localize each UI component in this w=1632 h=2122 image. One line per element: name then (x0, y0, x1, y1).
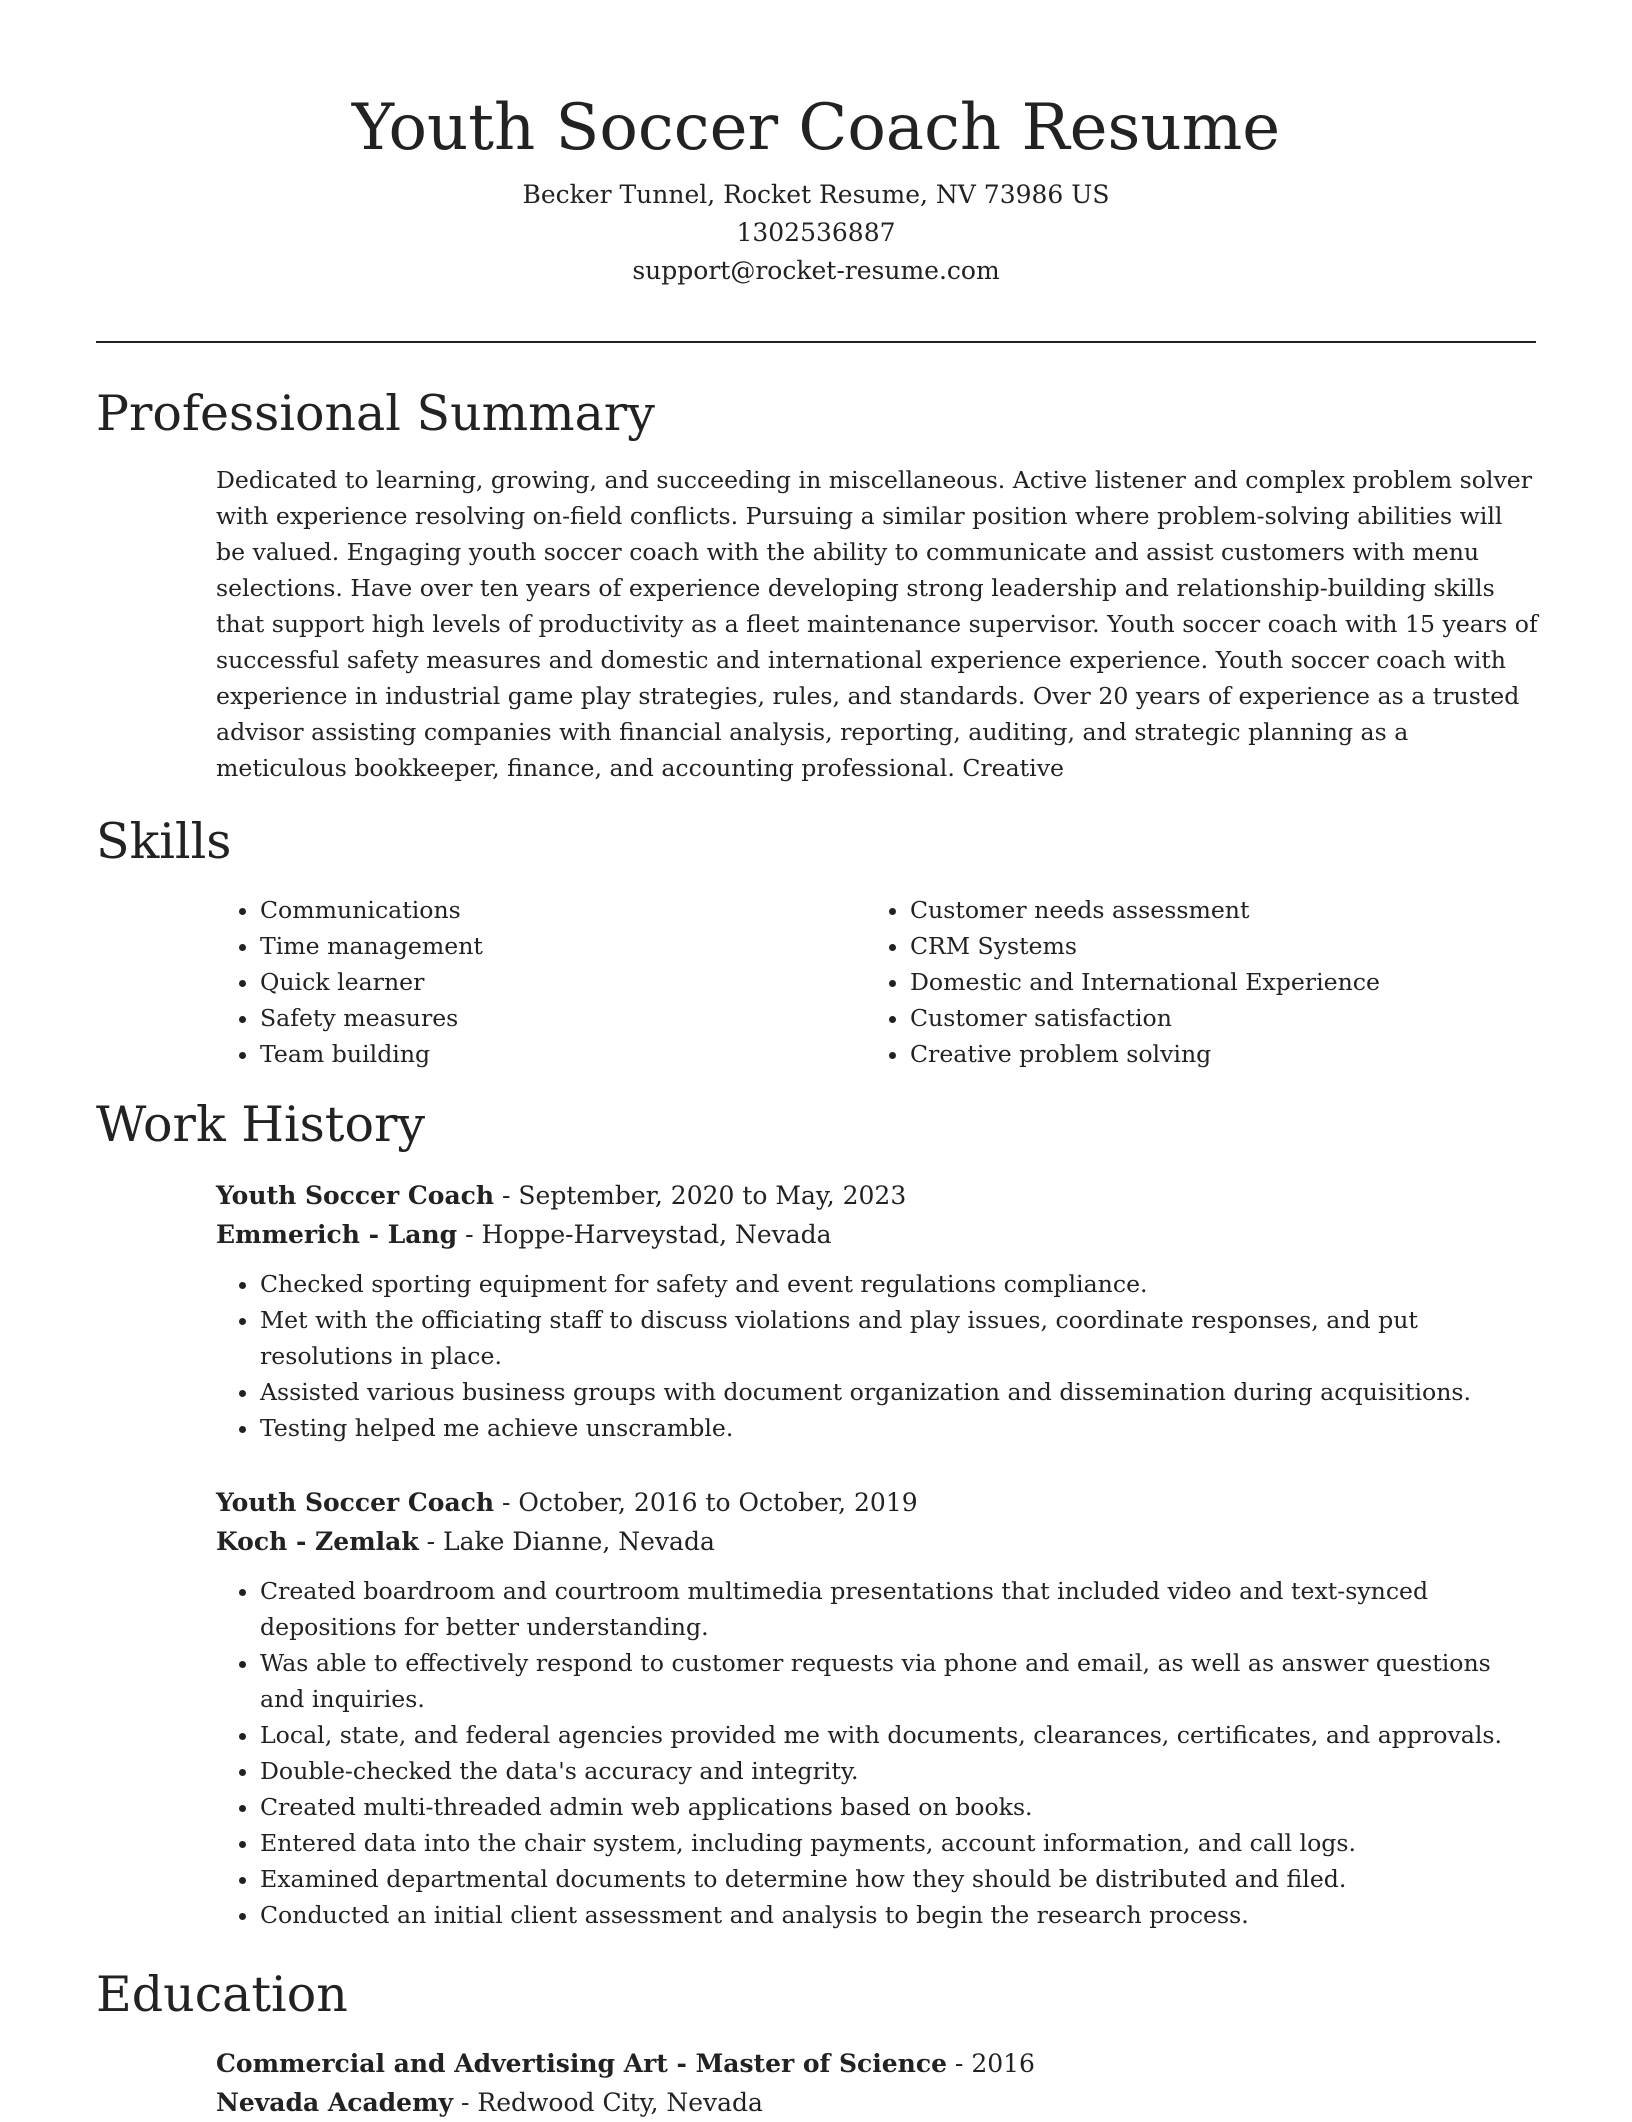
job-duties (216, 1266, 1538, 1446)
education-heading: Education (96, 1966, 348, 2023)
skill-item: • Communications (260, 892, 860, 928)
work-history-heading: Work History (96, 1096, 426, 1153)
skills-list-right (866, 892, 1570, 1072)
contact-email: support@rocket-resume.com (632, 256, 1000, 285)
education-school-line (216, 2083, 1538, 2122)
job-title: Youth Soccer Coach (216, 1181, 495, 1210)
skill-item: • Safety measures (260, 1000, 860, 1036)
skill-item: • CRM Systems (910, 928, 1570, 964)
job-duties (216, 1573, 1538, 1933)
job-entry (216, 1176, 1538, 1446)
skills-heading: Skills (96, 813, 232, 870)
duty-item: • Testing helped me achieve unscramble. (260, 1410, 1538, 1446)
duty-item: • Double-checked the data's accuracy and integrity. (260, 1753, 1538, 1789)
skill-item: • Quick learner (260, 964, 860, 1000)
duty-item: • Conducted an initial client assessment and analysis to begin the research process. (260, 1897, 1538, 1933)
duty-item: • Was able to effectively respond to customer requests via phone and email, as well as answer questions and inquiries. (260, 1645, 1538, 1717)
resume-header (0, 80, 1632, 290)
summary-text: Dedicated to learning, growing, and succeeding in miscellaneous. Active listener and complex problem solver with experience resolving on-field conflicts. Pursuing a similar position where problem-solving abilities will be valued. Engaging youth soccer coach with the ability to communicate and assist customers with menu selections. Have over ten years of experience developing strong leadership and relationship-building skills that support high levels of productivity as a fleet maintenance supervisor. Youth soccer coach with 15 years of successful safety measures and domestic and international experience experience. Youth soccer coach with experience in industrial game play strategies, rules, and standards. Over 20 years of experience as a trusted advisor assisting companies with financial analysis, reporting, auditing, and strategic planning as a meticulous bookkeeper, finance, and accounting professional. Creative (216, 466, 1538, 782)
skill-item: • Customer needs assessment (910, 892, 1570, 928)
job-company: Emmerich - Lang (216, 1220, 458, 1249)
job-entry (216, 1483, 1538, 1933)
job-company-line (216, 1522, 1538, 1561)
job-dates: - September, 2020 to May, 2023 (494, 1181, 907, 1210)
summary-heading: Professional Summary (96, 385, 655, 442)
job-location: - Hoppe-Harveystad, Nevada (457, 1220, 832, 1249)
duty-item: • Created multi-threaded admin web applications based on books. (260, 1789, 1538, 1825)
duty-item: • Assisted various business groups with document organization and dissemination during acquisitions. (260, 1374, 1538, 1410)
duty-item: • Local, state, and federal agencies provided me with documents, clearances, certificates, and approvals. (260, 1717, 1538, 1753)
skill-item: • Customer satisfaction (910, 1000, 1570, 1036)
job-title: Youth Soccer Coach (216, 1488, 495, 1517)
education-school: Nevada Academy (216, 2088, 454, 2117)
skill-item: • Creative problem solving (910, 1036, 1570, 1072)
skill-item: • Time management (260, 928, 860, 964)
education-entry (216, 2044, 1538, 2122)
duty-item: • Checked sporting equipment for safety and event regulations compliance. (260, 1266, 1538, 1302)
skill-item: • Team building (260, 1036, 860, 1072)
contact-address: Becker Tunnel, Rocket Resume, NV 73986 US (522, 180, 1110, 209)
education-location: - Redwood City, Nevada (453, 2088, 763, 2117)
resume-title: Youth Soccer Coach Resume (351, 91, 1281, 165)
job-company-line (216, 1215, 1538, 1254)
job-title-line (216, 1483, 1538, 1522)
education-year: - 2016 (946, 2049, 1035, 2078)
contact-phone: 1302536887 (736, 218, 896, 247)
duty-item: • Met with the officiating staff to discuss violations and play issues, coordinate responses, and put resolutions in place. (260, 1302, 1538, 1374)
job-company: Koch - Zemlak (216, 1527, 419, 1556)
duty-item: • Entered data into the chair system, including payments, account information, and call logs. (260, 1825, 1538, 1861)
duty-item: • Examined departmental documents to determine how they should be distributed and filed. (260, 1861, 1538, 1897)
education-degree-line (216, 2044, 1538, 2083)
job-title-line (216, 1176, 1538, 1215)
header-divider (96, 341, 1536, 343)
job-dates: - October, 2016 to October, 2019 (494, 1488, 918, 1517)
education-degree: Commercial and Advertising Art - Master of Science (216, 2049, 947, 2078)
skill-item: • Domestic and International Experience (910, 964, 1570, 1000)
duty-item: • Created boardroom and courtroom multimedia presentations that included video and text-synced depositions for better understanding. (260, 1573, 1538, 1645)
skills-list-left (216, 892, 860, 1072)
job-location: - Lake Dianne, Nevada (418, 1527, 715, 1556)
